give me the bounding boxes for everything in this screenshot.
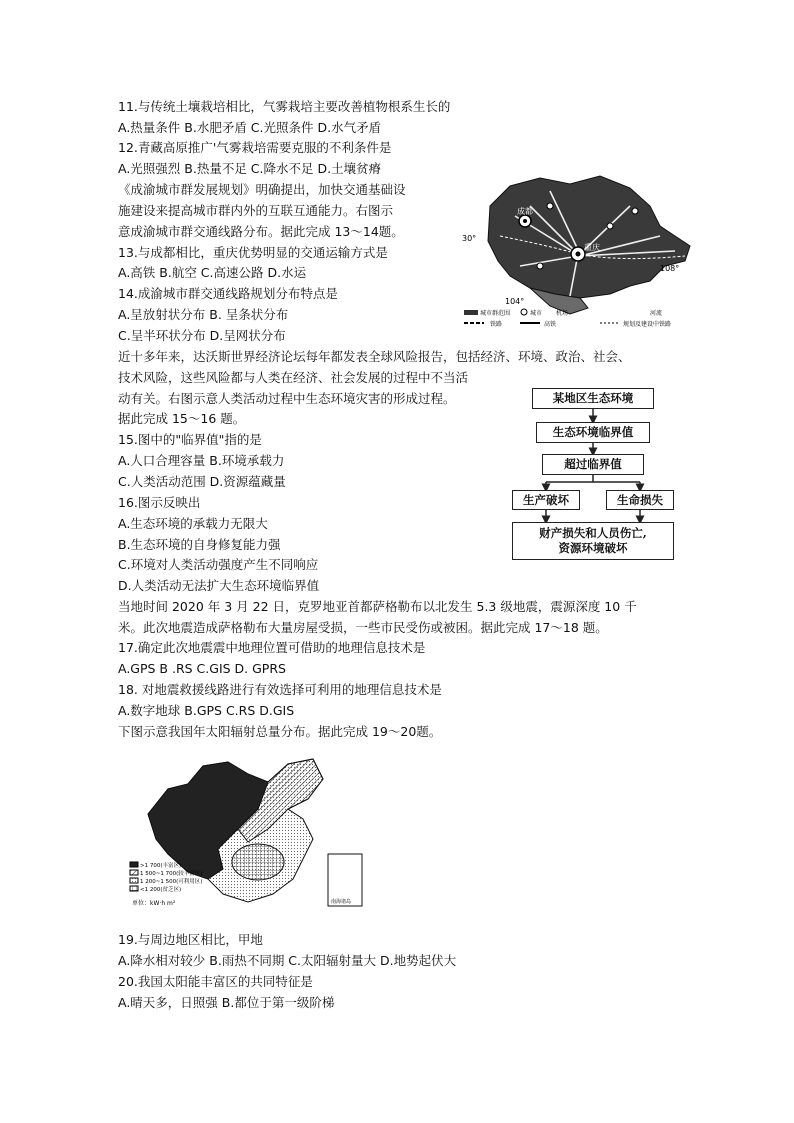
q12-stem: 12.青藏高原推广'气雾栽培需要克服的不利条件是: [118, 140, 392, 155]
q16-stem: 16.图示反映出: [118, 495, 201, 510]
legend-usable: 1 200~1 500(可利用区): [140, 879, 203, 885]
q16-option-c: C.环境对人类活动强度产生不同响应: [118, 557, 319, 572]
q16-option-a: A.生态环境的承载力无限大: [118, 516, 268, 531]
flow-box-exceed: 超过临界值: [542, 454, 644, 475]
q14-stem: 14.成渝城市群交通线路规划分布特点是: [118, 286, 338, 301]
q13-options: A.高铁 B.航空 C.高速公路 D.水运: [118, 265, 307, 280]
passage-1516-line1: 近十多年来，达沃斯世界经济论坛每年都发表全球风险报告，包括经济、环境、政治、社会、: [118, 349, 631, 364]
legend-usable-swatch: [130, 878, 138, 883]
q19-stem: 19.与周边地区相比，甲地: [118, 932, 263, 947]
poor-zone: [232, 844, 284, 880]
q14-options-2: C.呈半环状分布 D.呈网状分布: [118, 328, 286, 343]
q15-options-2: C.人类活动范围 D.资源蕴藏量: [118, 474, 286, 489]
q18-stem: 18. 对地震救援线路进行有效选择可利用的地理信息技术是: [118, 682, 442, 697]
legend-abundant: >1 700(丰富区): [140, 863, 182, 869]
chongqing-city-dot: [576, 252, 581, 257]
legend-poor: <1 200(贫乏区): [140, 887, 182, 893]
legend-planned: 规划及建设中铁路: [623, 321, 672, 328]
city-cluster-region: [488, 176, 690, 298]
passage-1718-line1: 当地时间 2020 年 3 月 22 日，克罗地亚首都萨格勒布以北发生 5.3 级地震，震源深度 10 千: [118, 599, 637, 614]
q16-option-d: D.人类活动无法扩大生态环境临界值: [118, 578, 320, 593]
chengyu-transport-map: [460, 166, 700, 328]
passage-1718-line2: 米。此次地震造成萨格勒布大量房屋受损，一些市民受伤或被困。据此完成 17～18 题。: [118, 620, 608, 635]
city-marker-3: [537, 263, 543, 269]
legend-river: 河流: [650, 310, 663, 317]
inset-label: 南海诸岛: [331, 899, 352, 905]
q16-option-b: B.生态环境的自身修复能力强: [118, 537, 281, 552]
q20-stem: 20.我国太阳能丰富区的共同特征是: [118, 974, 313, 989]
city-marker-2: [607, 223, 613, 229]
q17-stem: 17.确定此次地震震中地理位置可借助的地理信息技术是: [118, 640, 426, 655]
flow-box-life: 生命损失: [606, 490, 674, 510]
q17-options: A.GPS B .RS C.GIS D. GPRS: [118, 661, 286, 676]
legend-rel-abundant: 1 500~1 700(较丰富区): [140, 871, 203, 877]
q11-options: A.热量条件 B.水肥矛盾 C.光照条件 D.水气矛盾: [118, 120, 382, 135]
legend-city-icon: [521, 309, 527, 315]
q19-options: A.降水相对较少 B.雨热不同期 C.太阳辐射量大 D.地势起伏大: [118, 953, 457, 968]
q18-options: A.数字地球 B.GPS C.RS D.GIS: [118, 703, 295, 718]
legend-railway: 铁路: [490, 321, 503, 328]
legend-poor-swatch: [130, 886, 138, 891]
q11-stem: 11.与传统土壤栽培相比，气雾栽培主要改善植物根系生长的: [118, 99, 451, 114]
legend-hsr: 高铁: [544, 321, 557, 328]
flow-box-threshold: 生态环境临界值: [536, 422, 650, 443]
lat-30-label: 30°: [462, 234, 477, 243]
legend-city: 城市: [530, 310, 543, 317]
lon-108-label: 108°: [660, 264, 680, 273]
passage-1516-line3: 动有关。右图示意人类活动过程中生态环境灾害的形成过程。: [118, 391, 456, 406]
flow-box-loss-line2: 资源环境破坏: [558, 541, 628, 555]
legend-region: 城市群范围: [480, 310, 511, 317]
lon-104-label: 104°: [505, 297, 525, 306]
chengdu-city-dot: [523, 219, 527, 223]
city-marker-4: [632, 208, 638, 214]
legend-rel-abundant-swatch: [130, 870, 138, 875]
map-unit: 单位：kW·h m²: [132, 900, 176, 907]
q15-stem: 15.图中的"临界值"指的是: [118, 432, 262, 447]
q13-stem: 13.与成都相比，重庆优势明显的交通运输方式是: [118, 245, 388, 260]
q14-options-1: A.呈放射状分布 B. 呈条状分布: [118, 307, 289, 322]
legend-region-swatch: [464, 310, 478, 315]
flow-box-loss-line1: 财产损失和人员伤亡,: [539, 526, 647, 540]
passage-1516-line4: 据此完成 15～16 题。: [118, 411, 246, 426]
eco-disaster-flowchart: [508, 386, 678, 562]
legend-abundant-swatch: [130, 862, 138, 867]
passage-1516-line2: 技术风险，这些风险都与人类在经济、社会发展的过程中不当活: [118, 370, 469, 385]
q20-options: A.晴天多，日照强 B.都位于第一级阶梯: [118, 995, 335, 1010]
solar-map-svg: [128, 754, 378, 916]
flow-box-ecology: 某地区生态环境: [532, 388, 654, 409]
passage-1920: 下图示意我国年太阳辐射总量分布。据此完成 19～20题。: [118, 724, 442, 739]
chongqing-label: 重庆: [584, 243, 600, 252]
chengyu-map-svg: [460, 166, 700, 328]
q15-options-1: A.人口合理容量 B.环境承载力: [118, 453, 285, 468]
china-solar-radiation-map: [128, 754, 378, 916]
city-marker-1: [547, 203, 553, 209]
flow-box-loss: [512, 522, 674, 560]
q12-options: A.光照强烈 B.热量不足 C.降水不足 D.土壤贫瘠: [118, 161, 382, 176]
flow-box-production: 生产破坏: [512, 490, 580, 510]
chengdu-label: 成都: [517, 207, 533, 216]
passage-1314-line2: 施建设来提高城市群内外的互联互通能力。右图示: [118, 203, 394, 218]
passage-1314-line1: 《成渝城市群发展规划》明确提出，加快交通基础设: [118, 182, 406, 197]
legend-airport: 机场: [556, 310, 569, 317]
passage-1314-line3: 意成渝城市群交通线路分布。据此完成 13～14题。: [118, 224, 404, 239]
